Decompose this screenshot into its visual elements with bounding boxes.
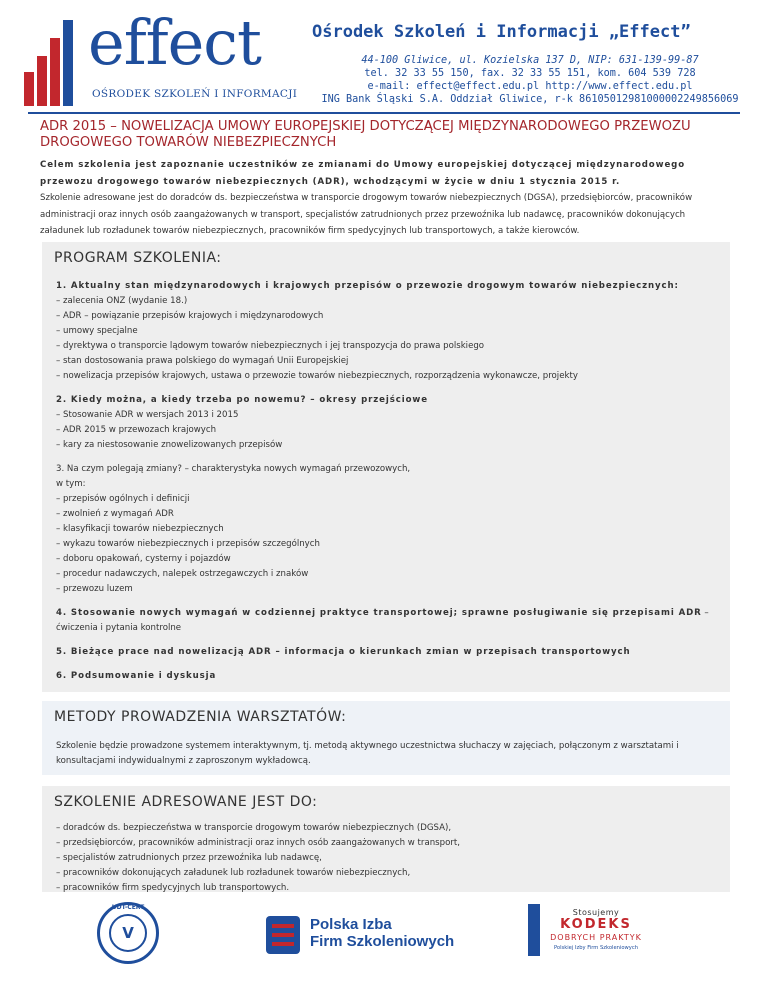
list-item: – stan dostosowania prawa polskiego do wymagań Unii Europejskiej	[56, 356, 349, 366]
list-item: – dyrektywa o transporcie lądowym towarów niebezpiecznych i jej transpozycja do prawa polskiego	[56, 341, 485, 351]
list-item: – Stosowanie ADR w wersjach 2013 i 2015	[56, 410, 239, 420]
addressed-heading: SZKOLENIE ADRESOWANE JEST DO:	[54, 794, 318, 810]
program-box	[42, 242, 730, 692]
kodeks-line-4: Polskiej Izby Firm Szkoleniowych	[553, 945, 639, 951]
list-item: – ADR – powiązanie przepisów krajowych i międzynarodowych	[56, 311, 324, 321]
list-item: – ADR 2015 w przewozach krajowych	[56, 425, 217, 435]
phone-line: tel. 32 33 55 150, fax. 32 33 55 151, kom. 604 539 728	[364, 68, 696, 79]
letterhead	[0, 0, 768, 112]
logo-subtitle: OŚRODEK SZKOLEŃ I INFORMACJI	[92, 88, 298, 100]
footer-logos	[0, 900, 768, 994]
program-section-1-head: 1. Aktualny stan międzynarodowych i krajowych przepisów o przewozie drogowym towarów niebezpiecznych:	[56, 281, 679, 291]
list-item: – przedsiębiorców, pracowników administracji oraz innych osób zaangażowanych w transport,	[56, 838, 460, 848]
pifs-line-2: Firm Szkoleniowych	[310, 933, 455, 950]
udt-cert-text: UDT-CERT	[111, 904, 145, 911]
training-audience: Szkolenie adresowane jest do doradców ds. bezpieczeństwa w transporcie drogowym towarów niebezpiecznych (DGSA), przedsiębiorców, pracowników administracji oraz innych osób zaangażowanych w transport, specjalistów zatrudnionych przez przewoźnika lub nadawcę, pracowników dokonujących załadunek lub rozładunek towarów niebezpiecznych, pracowników firm spedycyjnych lub transportowych, a także kierowców.	[40, 193, 693, 236]
methods-content	[56, 739, 718, 769]
list-item: – pracowników firm spedycyjnych lub transportowych.	[56, 883, 290, 893]
program-section-5-head: 5. Bieżące prace nad nowelizacją ADR – informacja o kierunkach zmian w przepisach transportowych	[56, 647, 631, 657]
program-section-3-head: 3. Na czym polegają zmiany? – charakterystyka nowych wymagań przewozowych,	[56, 464, 411, 474]
kodeks-flag-icon	[528, 904, 540, 956]
udt-seal-icon	[109, 914, 147, 952]
pifs-mark-icon	[266, 916, 300, 954]
list-item: – doboru opakowań, cysterny i pojazdów	[56, 554, 231, 564]
effect-logo	[22, 6, 298, 106]
web-line[interactable]: e-mail: effect@effect.edu.pl http://www.effect.edu.pl	[367, 81, 693, 92]
list-item: – nowelizacja przepisów krajowych, ustawa o przewozie towarów niebezpiecznych, rozporządzenia wykonawcze, projekty	[56, 371, 578, 381]
pifs-line-1: Polska Izba	[310, 916, 392, 933]
udt-cert-logo	[97, 902, 159, 964]
addressed-box	[42, 786, 730, 892]
addressed-content	[56, 821, 718, 896]
pifs-name	[310, 916, 454, 950]
document-title: ADR 2015 – NOWELIZACJA UMOWY EUROPEJSKIEJ DOTYCZĄCEJ MIĘDZYNARODOWEGO PRZEWOZU DROGOWEGO TOWARÓW NIEBEZPIECZNYCH	[40, 119, 691, 150]
list-item: – wykazu towarów niebezpiecznych i przepisów szczególnych	[56, 539, 320, 549]
program-section-4-rest: – ćwiczenia i pytania kontrolne	[56, 608, 709, 633]
methods-box	[42, 701, 730, 775]
program-content	[56, 279, 718, 684]
methods-text: Szkolenie będzie prowadzone systemem interaktywnym, tj. metodą aktywnego uczestnictwa słuchaczy w zajęciach, połączonym z warsztatami i konsultacjami indywidualnymi z zaproszonym wykładowcą.	[56, 741, 679, 766]
intro-section	[40, 157, 730, 240]
methods-heading: METODY PROWADZENIA WARSZTATÓW:	[54, 709, 347, 725]
list-item: – przewozu luzem	[56, 584, 133, 594]
program-heading: PROGRAM SZKOLENIA:	[54, 250, 222, 266]
list-item: – procedur nadawczych, nalepek ostrzegawczych i znaków	[56, 569, 309, 579]
logo-bars-icon	[22, 14, 98, 106]
list-item: – zwolnień z wymagań ADR	[56, 509, 174, 519]
udt-letter: V	[122, 924, 134, 942]
logo-wordmark: effect	[88, 6, 261, 79]
kodeks-line-2: KODEKS	[560, 917, 632, 932]
list-item: – umowy specjalne	[56, 326, 138, 336]
program-section-6-head: 6. Podsumowanie i dyskusja	[56, 671, 217, 681]
list-item: – klasyfikacji towarów niebezpiecznych	[56, 524, 224, 534]
training-goal: Celem szkolenia jest zapoznanie uczestników ze zmianami do Umowy europejskiej dotyczącej międzynarodowego przewozu drogowego towarów niebezpiecznych (ADR), wchodzącymi w życie w dniu 1 stycznia 2015 r.	[40, 160, 686, 187]
list-item: – specjalistów zatrudnionych przez przewoźnika lub nadawcę,	[56, 853, 322, 863]
header-divider	[28, 112, 740, 114]
program-section-4-head: 4. Stosowanie nowych wymagań w codziennej praktyce transportowej; sprawne posługiwanie się przepisami ADR	[56, 608, 702, 618]
list-item: – zalecenia ONZ (wydanie 18.)	[56, 296, 188, 306]
list-item: – pracowników dokonujących załadunek lub rozładunek towarów niebezpiecznych,	[56, 868, 411, 878]
list-item: – doradców ds. bezpieczeństwa w transporcie drogowym towarów niebezpiecznych (DGSA),	[56, 823, 452, 833]
contact-block	[300, 54, 760, 106]
program-section-2-head: 2. Kiedy można, a kiedy trzeba po nowemu? – okresy przejściowe	[56, 395, 428, 405]
program-section-4	[56, 606, 718, 636]
bank-line: ING Bank Śląski S.A. Oddział Gliwice, r-k 86105012981000002249856069	[321, 94, 739, 105]
address-line: 44-100 Gliwice, ul. Kozielska 137 D, NIP: 631-139-99-87	[361, 55, 699, 66]
list-item: – przepisów ogólnych i definicji	[56, 494, 190, 504]
organization-title: Ośrodek Szkoleń i Informacji „Effect”	[312, 22, 691, 42]
kodeks-line-3: DOBRYCH PRAKTYK	[550, 933, 642, 942]
kodeks-line-1: Stosujemy	[572, 908, 620, 917]
kodeks-badge	[528, 904, 646, 956]
pifs-logo	[266, 916, 455, 956]
program-section-3-subhead: w tym:	[56, 479, 86, 489]
list-item: – kary za niestosowanie znowelizowanych przepisów	[56, 440, 283, 450]
